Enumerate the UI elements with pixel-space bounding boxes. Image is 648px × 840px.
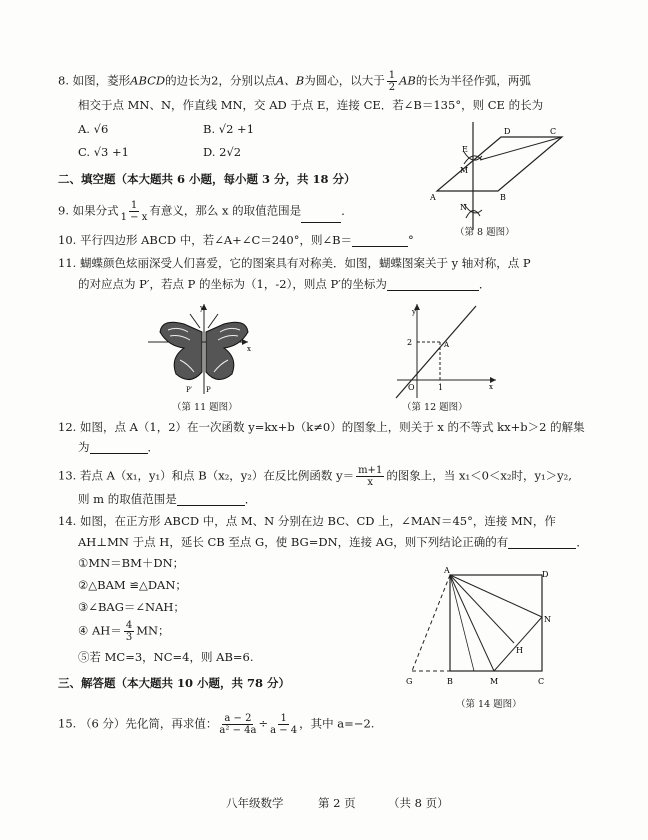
q14-conclusion-3: ③∠BAG＝∠NAH； bbox=[78, 600, 185, 614]
q8-option-b: B. √2 +1 bbox=[203, 122, 255, 136]
q8-label-d: D bbox=[504, 127, 511, 136]
q14-conclusion-2: ②△BAM ≌△DAN； bbox=[78, 578, 187, 592]
section-fill-in-title: 二、填空题（本大题共 6 小题，每小题 3 分，共 18 分） bbox=[58, 172, 356, 186]
q8-label-m: M bbox=[460, 166, 469, 175]
q11-label-p: P bbox=[206, 386, 211, 394]
q8-option-d: D. 2√2 bbox=[203, 145, 242, 159]
q9-fraction: $\frac{1}{1 - x}$ bbox=[120, 200, 148, 223]
q8-label-b: B bbox=[500, 193, 506, 202]
q14-label-c: C bbox=[538, 677, 545, 686]
q15-fraction-2: $\frac{1}{a - 4}$ bbox=[270, 713, 298, 736]
q12-label-x: x bbox=[489, 383, 493, 391]
footer-subject: 八年级数学 bbox=[226, 796, 284, 810]
q12-line2: 为 ． bbox=[78, 440, 159, 454]
q8-label-a: A bbox=[430, 193, 436, 202]
q8-rhombus-figure bbox=[420, 122, 570, 237]
q12-label-two: 2 bbox=[407, 338, 413, 347]
q8-option-c: C. √3 +1 bbox=[78, 145, 129, 159]
q14-line2: AH⊥MN 于点 H，延长 CB 至点 G，使 BG=DN，连接 AG，则下列结论正确的有 ． bbox=[78, 535, 588, 549]
q9: 9. 如果分式 $\frac{1}{1 - x}$ 有意义，那么 x 的取值范围是 ． bbox=[58, 200, 353, 223]
q10: 10. 平行四边形 ABCD 中，若∠A+∠C＝240°，则∠B＝ ° bbox=[58, 233, 414, 247]
q11-line1: 11. 蝴蝶颜色炫丽深受人们喜爱，它的图案具有对称美．如图，蝴蝶图案关于 y 轴对称，点 P bbox=[58, 256, 531, 270]
q8-label-c: C bbox=[550, 127, 557, 136]
q14-label-d: D bbox=[542, 570, 549, 579]
q14-answer-blank bbox=[508, 548, 576, 549]
q14-square-figure bbox=[404, 565, 564, 695]
q15: 15. （6 分）先化简，再求值： $\frac{a - 2}{\text{a² − 4a}}$ ÷ $\frac{1}{a - 4}$ ，其中 a=−2. bbox=[58, 713, 375, 736]
q12-line-graph bbox=[392, 302, 497, 402]
section-solve-title: 三、解答题（本大题共 10 小题，共 78 分） bbox=[58, 676, 291, 690]
q13-answer-blank bbox=[177, 505, 245, 506]
q14-fraction: $\frac{4}{3}$ bbox=[125, 620, 133, 643]
q15-fraction-1: $\frac{a - 2}{\text{a² − 4a}}$ bbox=[219, 713, 257, 736]
q8-caption: （第 8 题图） bbox=[455, 227, 515, 238]
q11-label-x: x bbox=[247, 345, 251, 353]
q14-label-g: G bbox=[406, 677, 413, 686]
q14-caption: （第 14 题图） bbox=[456, 699, 522, 710]
q11-line2: 的对应点为 P′，若点 P 的坐标为（1，-2），则点 P′的坐标为 ． bbox=[78, 277, 491, 291]
q8-option-a: A. √6 bbox=[78, 122, 109, 136]
q14-label-b: B bbox=[447, 677, 453, 686]
q11-label-y: y bbox=[200, 304, 204, 312]
q14-label-n: N bbox=[544, 615, 551, 624]
q11-answer-blank bbox=[387, 290, 479, 291]
q11-label-p-prime: P′ bbox=[186, 386, 193, 394]
footer-page-number: 第 2 页 bbox=[318, 796, 356, 810]
q12-label-a: A bbox=[444, 341, 450, 349]
q12-label-y: y bbox=[412, 308, 416, 316]
q12-line1: 12. 如图，点 A（1，2）在一次函数 y=kx+b（k≠0）的图象上，则关于 x 的不等式 kx+b＞2 的解集 bbox=[58, 420, 585, 434]
q8-fraction: $\frac{1}{2}$ bbox=[388, 70, 396, 93]
q12-answer-blank bbox=[90, 453, 148, 454]
q14-label-h: H bbox=[516, 646, 523, 655]
footer-total-pages: （共 8 页） bbox=[388, 796, 449, 810]
q11-butterfly-figure bbox=[144, 302, 254, 397]
q12-label-one: 1 bbox=[438, 383, 444, 392]
q8-line1: 8. 如图，菱形ABCD的边长为2，分别以点A、B为圆心，以大于 $\frac{1}{2}$ AB的长为半径作弧，两弧 bbox=[58, 70, 531, 93]
q10-answer-blank bbox=[352, 246, 408, 247]
q14-conclusion-4: ④ AH＝ $\frac{4}{3}$ MN； bbox=[78, 620, 170, 643]
q14-conclusion-5: ⑤若 MC=3，NC=4，则 AB=6. bbox=[78, 650, 254, 664]
q12-caption: （第 12 题图） bbox=[402, 402, 468, 413]
q13-fraction: $\frac{m+1}{x}$ bbox=[358, 465, 383, 488]
q13-line1: 13. 若点 A（x₁，y₁）和点 B（x₂，y₂）在反比例函数 y＝ $\frac{m+1}{x}$ 的图象上，当 x₁＜0＜x₂时，y₁＞y₂, bbox=[58, 465, 572, 488]
q14-label-a: A bbox=[444, 566, 450, 575]
q14-line1: 14. 如图，在正方形 ABCD 中，点 M、N 分别在边 BC、CD 上，∠MAN＝45°，连接 MN，作 bbox=[58, 514, 556, 528]
q14-label-m: M bbox=[490, 677, 499, 686]
q8-line2: 相交于点 MN、N，作直线 MN，交 AD 于点 E，连接 CE．若∠B＝135°，则 CE 的长为 bbox=[78, 98, 544, 112]
q12-label-o: O bbox=[408, 383, 415, 392]
q13-line2: 则 m 的取值范围是 ． bbox=[78, 492, 257, 506]
q14-conclusion-1: ①MN＝BM＋DN； bbox=[78, 556, 185, 570]
q9-answer-blank bbox=[301, 222, 341, 223]
q8-label-n: N bbox=[460, 203, 467, 212]
q11-caption: （第 11 题图） bbox=[172, 402, 238, 413]
q8-label-e: E bbox=[462, 145, 468, 154]
